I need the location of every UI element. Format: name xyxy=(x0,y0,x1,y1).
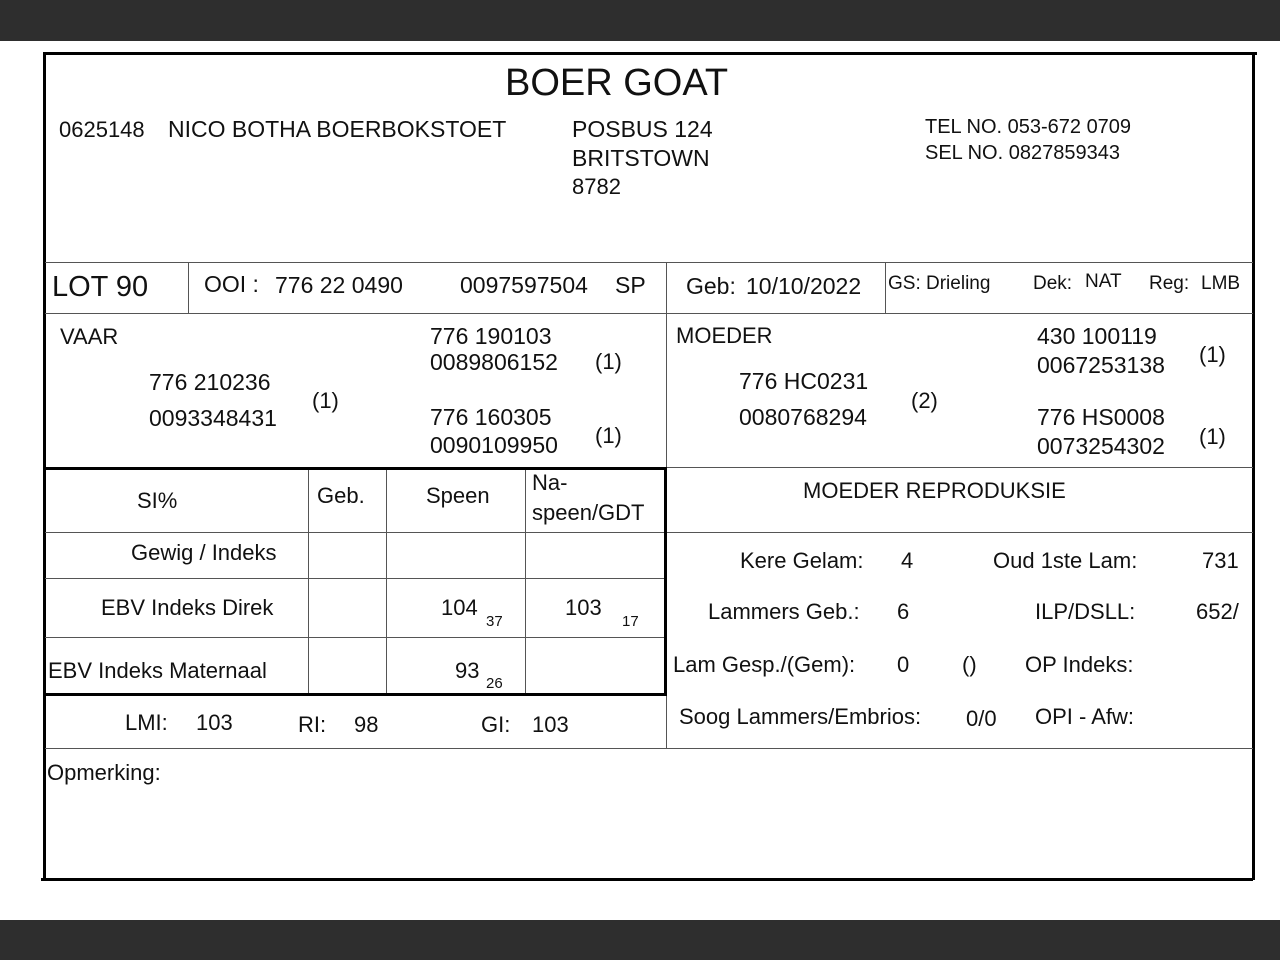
rule-si-col2 xyxy=(386,470,387,693)
vaar-sire-count: (1) xyxy=(595,349,622,374)
moeder-dam-reg: 0073254302 xyxy=(1037,433,1165,459)
geb-label: Geb: xyxy=(686,273,736,299)
geb-header: Geb. xyxy=(317,483,365,508)
vaar-sire-id: 776 190103 xyxy=(430,323,552,349)
rule-lot-top xyxy=(45,262,1253,263)
geb-date: 10/10/2022 xyxy=(746,273,862,299)
rule-si-col1 xyxy=(308,470,309,693)
sel-number: SEL NO. 0827859343 xyxy=(925,142,1120,164)
vaar-dam-reg: 0090109950 xyxy=(430,432,558,458)
naspeen-header-line2: speen/GDT xyxy=(532,500,645,525)
op-indeks-label: OP Indeks: xyxy=(1025,652,1134,677)
reg-value: LMB xyxy=(1201,273,1241,294)
rule-lot-bottom xyxy=(45,313,1253,314)
lammers-geb-value: 6 xyxy=(897,599,910,624)
rule-si-bottom xyxy=(45,693,667,696)
address-line2: BRITSTOWN xyxy=(572,145,710,171)
tel-number: TEL NO. 053-672 0709 xyxy=(925,116,1132,138)
rule-si-row2 xyxy=(45,637,666,638)
lmi-label: LMI: xyxy=(125,710,168,735)
moeder-sire-id: 430 100119 xyxy=(1037,323,1157,349)
ooi-id: 776 22 0490 xyxy=(275,272,403,298)
moeder-dam-id: 776 HS0008 xyxy=(1037,404,1165,430)
soog-lammers-label: Soog Lammers/Embrios: xyxy=(679,704,922,729)
rule-lot-divider xyxy=(188,262,189,313)
ebv-direk-naspeen-accuracy: 17 xyxy=(622,613,639,630)
moeder-dam-count: (1) xyxy=(1199,424,1226,449)
vaar-reg: 0093348431 xyxy=(149,405,277,431)
remarks-label: Opmerking: xyxy=(47,760,161,785)
frame-left xyxy=(43,52,46,880)
lam-gesp-label: Lam Gesp./(Gem): xyxy=(673,652,856,677)
kere-gelam-value: 4 xyxy=(901,548,914,573)
moeder-label: MOEDER xyxy=(676,323,773,348)
opi-afw-label: OPI - Afw: xyxy=(1035,704,1135,729)
lam-gesp-value: 0 xyxy=(897,652,910,677)
vaar-dam-id: 776 160305 xyxy=(430,404,552,430)
lmi-value: 103 xyxy=(196,710,233,735)
breeder-number: 0625148 xyxy=(59,117,145,142)
vaar-label: VAAR xyxy=(60,324,119,349)
ebv-maternaal-speen-accuracy: 26 xyxy=(486,675,503,692)
ilp-dsll-label: ILP/DSLL: xyxy=(1035,599,1136,624)
frame-right xyxy=(1252,52,1255,880)
row-label-ebv-maternaal: EBV Indeks Maternaal xyxy=(48,658,267,683)
vaar-dam-count: (1) xyxy=(595,423,622,448)
repro-title: MOEDER REPRODUKSIE xyxy=(803,478,1066,503)
naspeen-header-line1: Na- xyxy=(532,470,568,495)
ri-label: RI: xyxy=(298,712,327,737)
document-title: BOER GOAT xyxy=(505,62,729,104)
dek-label: Dek: xyxy=(1033,273,1073,294)
address-line3: 8782 xyxy=(572,174,621,199)
moeder-id: 776 HC0231 xyxy=(739,368,869,394)
si-header: SI% xyxy=(137,488,178,513)
frame-top xyxy=(43,52,1257,55)
ilp-dsll-value: 652/ xyxy=(1196,599,1239,624)
speen-header: Speen xyxy=(426,483,490,508)
ebv-direk-speen: 104 xyxy=(441,595,478,620)
rule-indices-bottom xyxy=(45,748,1253,749)
breeder-name: NICO BOTHA BOERBOKSTOET xyxy=(168,116,507,142)
row-label-gewig: Gewig / Indeks xyxy=(131,540,277,565)
ri-value: 98 xyxy=(354,712,379,737)
gi-label: GI: xyxy=(481,712,511,737)
rule-si-col3 xyxy=(525,470,526,693)
ooi-label: OOI : xyxy=(204,271,259,297)
oud-1ste-lam-value: 731 xyxy=(1202,548,1239,573)
reg-label: Reg: xyxy=(1149,273,1190,294)
lot-label: LOT 90 xyxy=(52,271,149,303)
oud-1ste-lam-label: Oud 1ste Lam: xyxy=(993,548,1138,573)
vaar-sire-reg: 0089806152 xyxy=(430,349,558,375)
rule-gs-divider xyxy=(885,262,886,313)
top-bar xyxy=(0,0,1280,41)
kere-gelam-label: Kere Gelam: xyxy=(740,548,864,573)
rule-si-top xyxy=(45,467,667,470)
gi-value: 103 xyxy=(532,712,569,737)
row-label-ebv-direk: EBV Indeks Direk xyxy=(101,595,274,620)
moeder-reg: 0080768294 xyxy=(739,404,867,430)
vaar-id: 776 210236 xyxy=(149,369,271,395)
gs-value: GS: Drieling xyxy=(888,273,991,294)
lam-gesp-gem: () xyxy=(962,652,977,677)
lammers-geb-label: Lammers Geb.: xyxy=(708,599,860,624)
rule-si-row1 xyxy=(45,578,666,579)
moeder-sire-count: (1) xyxy=(1199,342,1226,367)
rule-repro-top xyxy=(666,467,1253,468)
soog-lammers-value: 0/0 xyxy=(966,706,997,731)
rule-si-header-bottom xyxy=(45,532,1253,533)
ebv-direk-naspeen: 103 xyxy=(565,595,602,620)
ebv-maternaal-speen: 93 xyxy=(455,658,480,683)
address-line1: POSBUS 124 xyxy=(572,116,713,142)
moeder-sire-reg: 0067253138 xyxy=(1037,352,1165,378)
dek-value: NAT xyxy=(1085,271,1122,292)
ooi-grade: SP xyxy=(615,272,646,298)
frame-bottom xyxy=(41,878,1253,881)
vaar-count: (1) xyxy=(312,388,339,413)
rule-si-right xyxy=(664,467,667,696)
ooi-reg-number: 0097597504 xyxy=(460,272,588,298)
bottom-bar xyxy=(0,920,1280,960)
moeder-count: (2) xyxy=(911,388,938,413)
ebv-direk-speen-accuracy: 37 xyxy=(486,613,503,630)
